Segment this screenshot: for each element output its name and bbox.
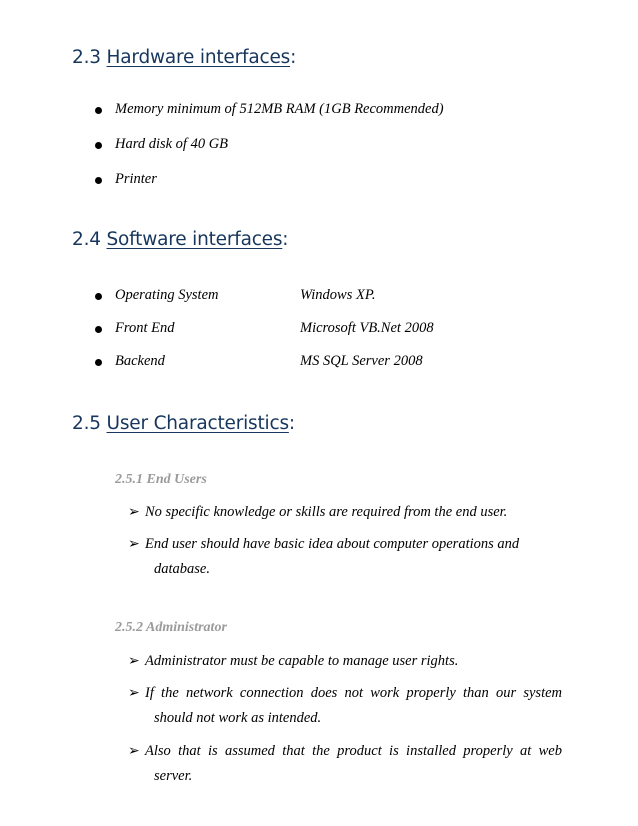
subsection-heading-end-users: 2.5.1 End Users — [115, 472, 207, 487]
list-item-label: Backend — [115, 353, 165, 369]
list-item-text: Also that is assumed that the product is installed properly at web — [145, 743, 562, 759]
section-title: Software interfaces — [106, 229, 283, 250]
bullet-icon — [95, 142, 102, 149]
list-item-text: No specific knowledge or skills are required from the end user. — [145, 504, 508, 520]
bullet-icon — [95, 326, 102, 333]
bullet-icon — [95, 177, 102, 184]
arrow-bullet-icon: ➢ — [128, 505, 140, 520]
list-item-continuation: database. — [154, 561, 210, 577]
list-item-value: Microsoft VB.Net 2008 — [300, 320, 434, 336]
section-number: 2.5 — [72, 413, 101, 434]
list-item — [128, 536, 562, 578]
list-item-label: Front End — [115, 320, 175, 336]
arrow-bullet-icon: ➢ — [128, 744, 140, 759]
section-heading-user-characteristics — [72, 413, 295, 434]
list-item-continuation: server. — [154, 768, 193, 784]
bullet-icon — [95, 293, 102, 300]
section-title: Hardware interfaces — [106, 47, 291, 68]
bullet-icon — [95, 107, 102, 114]
section-heading-hardware — [72, 47, 296, 68]
list-item — [128, 743, 562, 785]
section-title: User Characteristics — [106, 413, 289, 434]
list-item — [128, 653, 562, 670]
heading-colon: : — [282, 229, 289, 250]
arrow-bullet-icon: ➢ — [128, 654, 140, 669]
section-heading-software — [72, 229, 288, 250]
section-number: 2.3 — [72, 47, 101, 68]
list-item-value: Windows XP. — [300, 287, 376, 303]
section-number: 2.4 — [72, 229, 101, 250]
heading-colon: : — [290, 47, 297, 68]
list-item-label: Operating System — [115, 287, 219, 303]
list-item-text: Hard disk of 40 GB — [115, 136, 229, 152]
arrow-bullet-icon: ➢ — [128, 537, 140, 552]
list-item-text: If the network connection does not work properly than our system — [145, 685, 562, 701]
list-item — [128, 504, 562, 521]
list-item-continuation: should not work as intended. — [154, 710, 322, 726]
heading-colon: : — [288, 413, 295, 434]
list-item-text: Administrator must be capable to manage user rights. — [145, 653, 459, 669]
list-item-text: End user should have basic idea about computer operations and — [145, 536, 520, 552]
subsection-heading-administrator: 2.5.2 Administrator — [115, 620, 227, 635]
bullet-icon — [95, 359, 102, 366]
list-item — [128, 685, 562, 727]
list-item-value: MS SQL Server 2008 — [300, 353, 423, 369]
arrow-bullet-icon: ➢ — [128, 686, 140, 701]
list-item-text: Printer — [115, 171, 157, 187]
list-item-text: Memory minimum of 512MB RAM (1GB Recommended) — [115, 101, 444, 117]
